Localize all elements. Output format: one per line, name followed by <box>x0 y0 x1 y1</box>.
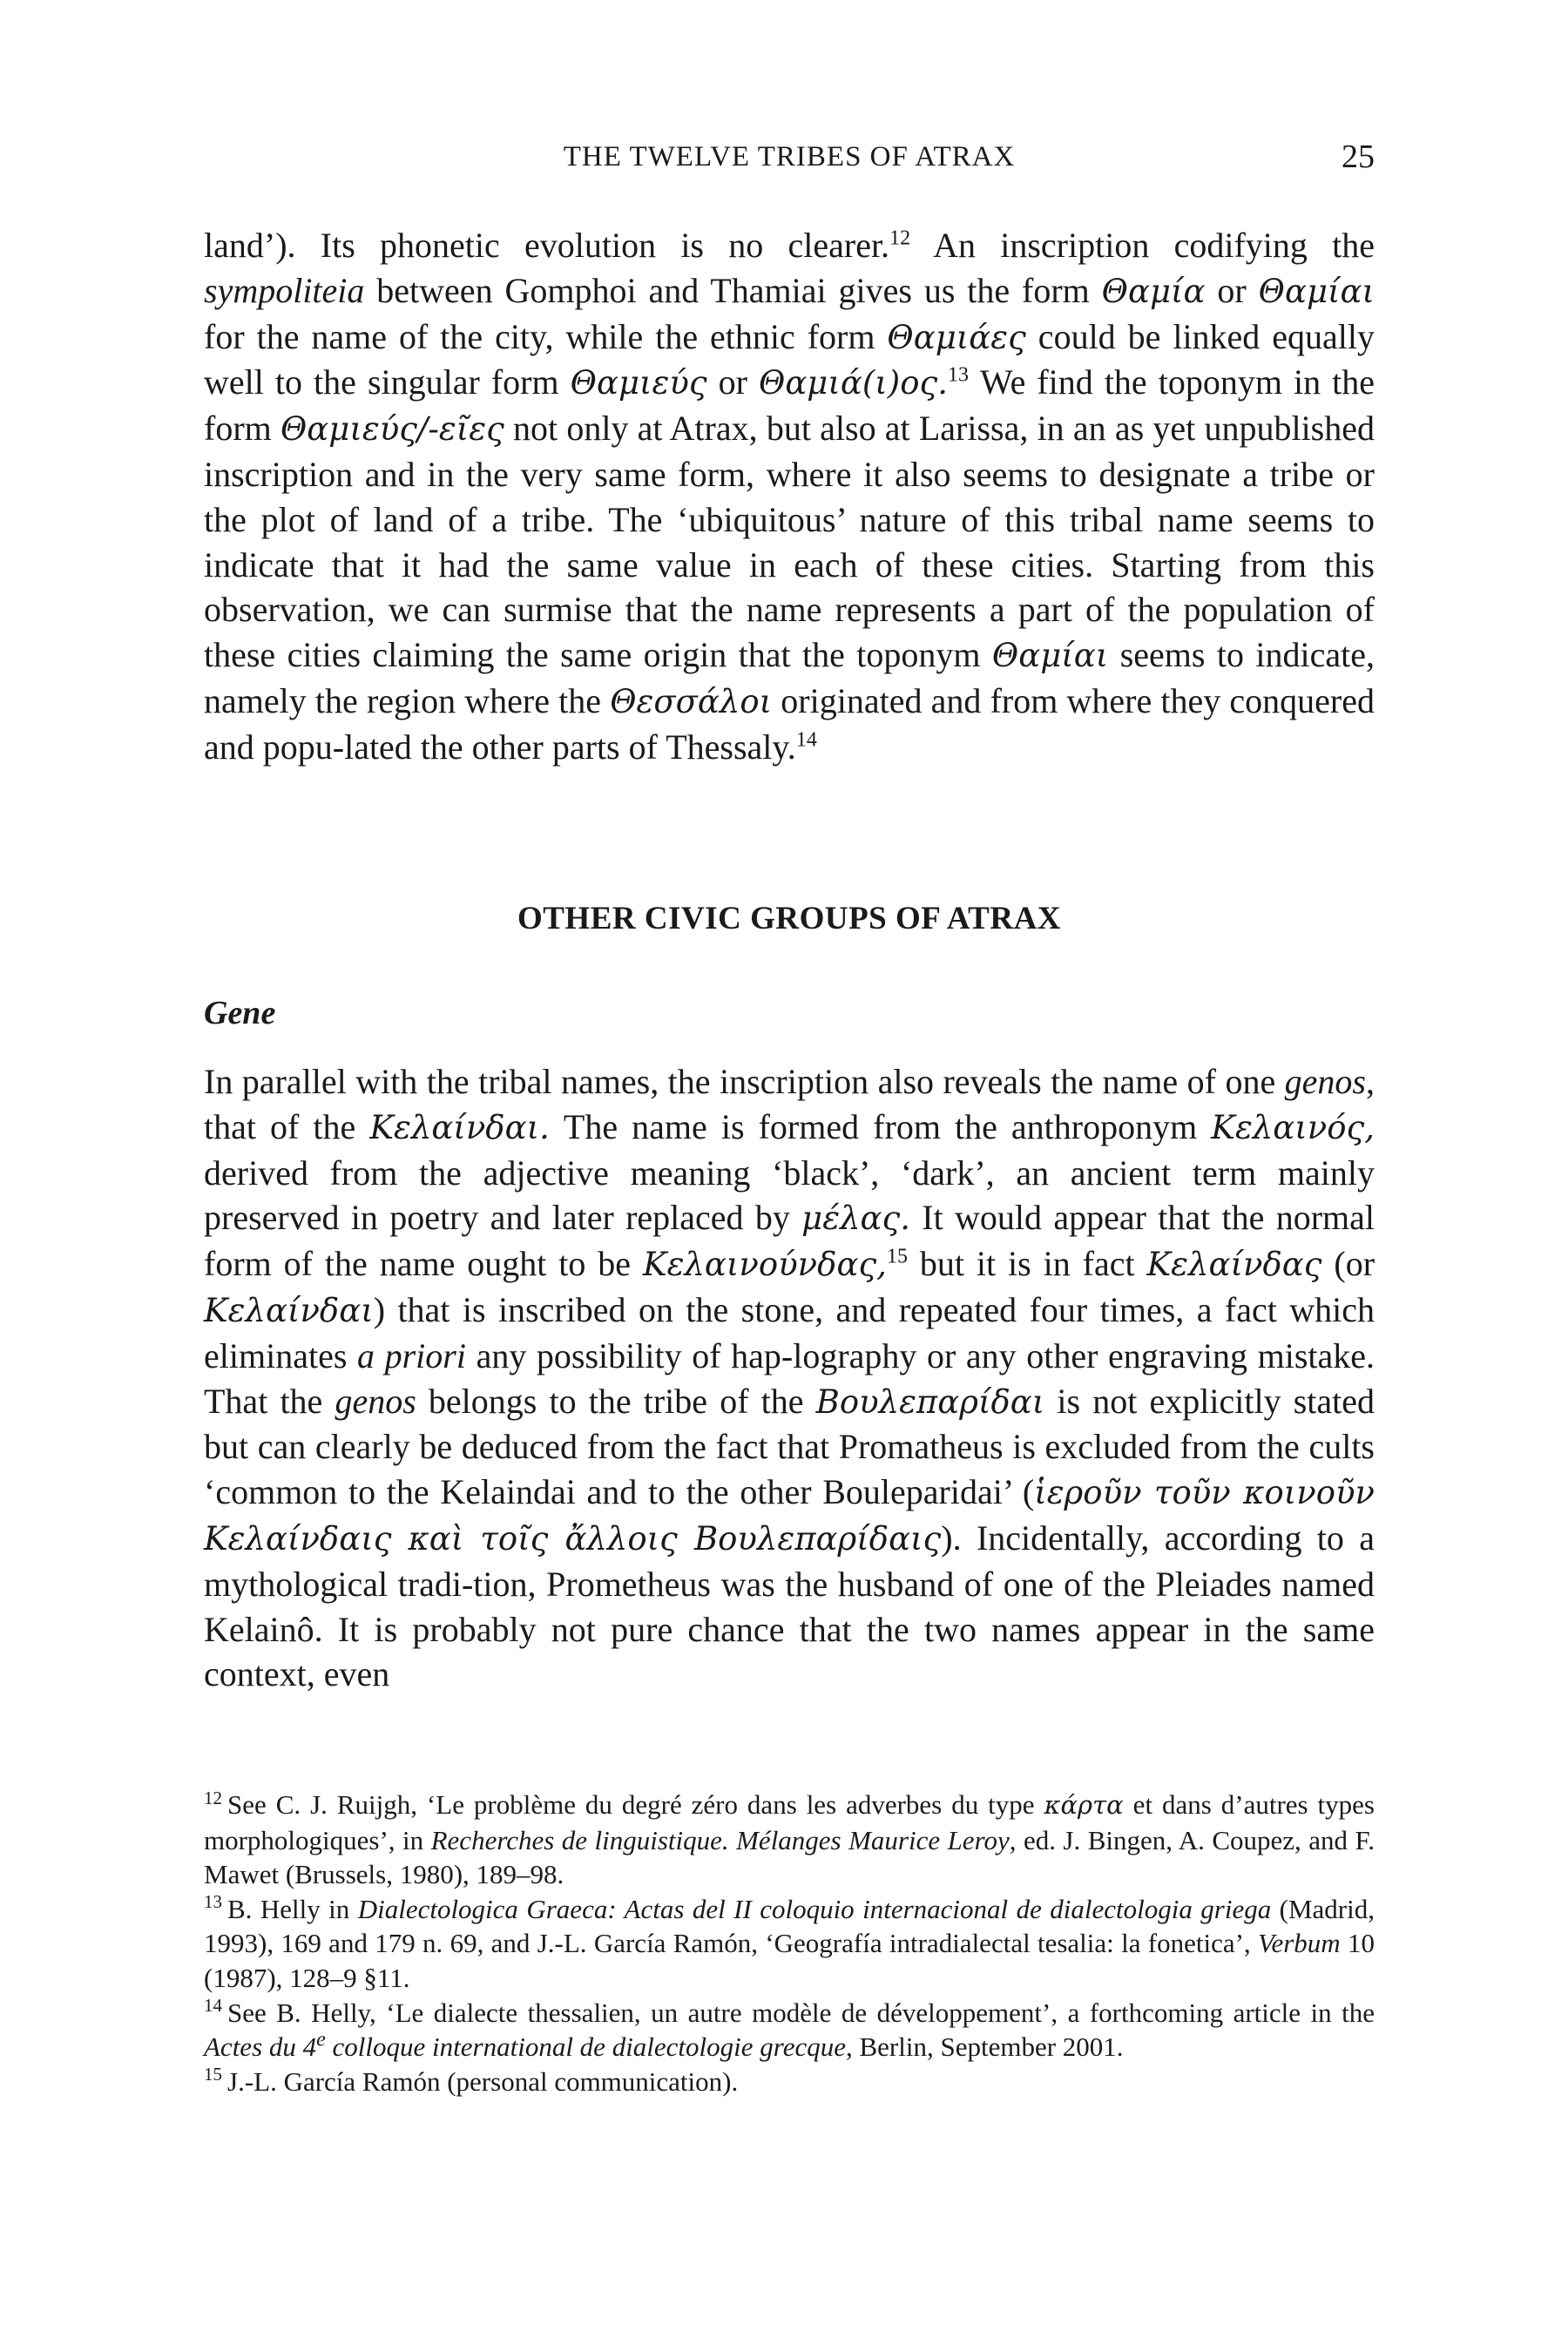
greek-word: Θαμία <box>1101 272 1206 310</box>
journal-title: Verbum <box>1257 1928 1341 1959</box>
text-run: could be linked equally well to the singular form <box>204 316 1375 402</box>
text-run: any possibility of hap-lography or any other engraving mistake. That the <box>204 1335 1375 1421</box>
text-run: ) that is inscribed on the stone, and repeated four times, a fact which eliminates <box>204 1289 1375 1375</box>
running-title: THE TWELVE TRIBES OF ATRAX <box>563 141 1016 172</box>
footnote-15 <box>204 2065 1375 2099</box>
running-head <box>204 138 1375 176</box>
greek-quote: ἱεροῦν τοῦν κοινοῦν Κελαίνδαις καὶ τοῖς ἄλλοις Βουλεπαρίδαις <box>204 1474 1375 1558</box>
text-run: In parallel with the tribal names, the inscription also reveals the name of one <box>204 1062 1285 1101</box>
text-run: (or <box>1321 1244 1375 1284</box>
greek-word: Κελαινός, <box>1211 1108 1375 1146</box>
footnote-ref-15[interactable]: 15 <box>886 1245 908 1268</box>
greek-word: Κελαίνδαι <box>204 1291 374 1329</box>
text-run: The name is formed from the anthroponym <box>549 1106 1212 1146</box>
greek-word: Κελαίνδαι. <box>369 1108 550 1146</box>
text-run: or <box>1205 270 1259 310</box>
text-run: See C. J. Ruijgh, ‘Le problème du degré zéro dans les adverbes du type <box>227 1789 1044 1820</box>
title-part: colloque international de dialectologie grecque <box>325 2031 846 2063</box>
footnote-ref-12[interactable]: 12 <box>889 226 911 250</box>
footnote-13 <box>204 1892 1375 1996</box>
greek-word: Κελαίνδας <box>1146 1246 1322 1284</box>
footnote-14 <box>204 1996 1375 2065</box>
sub-heading: Gene <box>204 995 276 1031</box>
text-run: is not explicitly stated but can clearly be deduced from the fact that Promatheus is excluded from the cults ‘common to the Kelaindai and to the other Bouleparidai’ ( <box>204 1381 1375 1512</box>
greek-word: κάρτα <box>1044 1790 1124 1820</box>
text-run: et dans d’autres types morphologiques’, in <box>204 1789 1375 1855</box>
term-sympoliteia: sympoliteia <box>204 270 365 310</box>
text-run: or <box>706 362 759 402</box>
footnote-number: 15 <box>204 2064 222 2085</box>
text-run: not only at Atrax, but also at Larissa, in an as yet unpublished inscription and in the very same form, where it also seems to designate a tribe or the plot of land of a tribe. The ‘ubiquitous’ nature of this tribal name seems to indicate that it had the same value in each of these cities. Starting from this observation, we can surmise that the name represents a part of the population of these cities claiming the same origin that the toponym <box>204 409 1375 675</box>
greek-word: Θαμίαι <box>1258 272 1375 310</box>
section-heading: OTHER CIVIC GROUPS OF ATRAX <box>517 901 1062 936</box>
footnote-ref-14[interactable]: 14 <box>795 728 817 752</box>
footnote-ref-13[interactable]: 13 <box>947 364 969 388</box>
footnotes <box>204 1788 1375 2099</box>
text-run: but it is in fact <box>907 1244 1147 1284</box>
greek-word: μέλας. <box>801 1200 910 1238</box>
text-run: It would appear that the normal form of the name ought to be <box>204 1198 1375 1284</box>
text-run: for the name of the city, while the ethnic form <box>204 316 888 356</box>
footnote-number: 14 <box>204 1995 222 2017</box>
text-run: (Madrid, 1993), 169 and 179 n. 69, and J.-L. García Ramón, ‘Geografía intradialectal tesalia: la fonetica’, <box>204 1893 1375 1959</box>
footnote-number: 13 <box>204 1891 222 1913</box>
paragraph-gene <box>204 1059 1375 1697</box>
text-run: seems to indicate, namely the region where the <box>204 635 1375 720</box>
book-title: Recherches de linguistique. Mélanges Maurice Leroy <box>430 1824 1010 1855</box>
greek-word: Θεσσάλοι <box>610 682 773 720</box>
text-run: 10 (1987), 128–9 §11. <box>204 1928 1375 1993</box>
greek-word: Θαμιεύς <box>570 364 707 402</box>
page-number: 25 <box>1342 139 1375 175</box>
greek-word: Θαμιεύς/-εῖες <box>280 410 504 449</box>
term-genos: genos <box>1284 1062 1366 1101</box>
text-run: belongs to the tribe of the <box>416 1381 816 1421</box>
footnote-number: 12 <box>204 1787 222 1808</box>
text-run: B. Helly in <box>227 1893 358 1924</box>
text-run: derived from the adjective meaning ‘black’, ‘dark’, an ancient term mainly preserved in poetry and later replaced by <box>204 1152 1375 1238</box>
footnote-12 <box>204 1788 1375 1892</box>
greek-word: Θαμίαι <box>991 637 1109 675</box>
text-run: See B. Helly, ‘Le dialecte thessalien, un autre modèle de développement’, a forthcoming article in the <box>227 1997 1375 2028</box>
text-run: An inscription codifying the <box>910 226 1375 265</box>
text-run: J.-L. García Ramón (personal communication). <box>227 2065 739 2097</box>
text-run: land’). Its phonetic evolution is no clearer. <box>204 226 890 265</box>
greek-word: Θαμιά(ι)ος. <box>758 364 948 402</box>
greek-word: Βουλεπαρίδαι <box>815 1382 1045 1421</box>
text-run: , ed. J. Bingen, A. Coupez, and F. Mawet (Brussels, 1980), 189–98. <box>204 1824 1375 1890</box>
text-run: , that of the <box>204 1062 1375 1146</box>
term-a-priori: a priori <box>357 1335 466 1375</box>
greek-word: Θαμιάες <box>887 318 1026 356</box>
book-title <box>204 2028 846 2063</box>
title-superscript: e <box>316 2028 326 2051</box>
text-run: ). Incidentally, according to a mythological tradi-tion, Prometheus was the husband of one of the Pleiades named Kelainô. It is probably not pure chance that the two names appear in the same context, even <box>204 1517 1375 1694</box>
greek-word: Κελαινούνδας, <box>642 1246 887 1284</box>
text-run: originated and from where they conquered and popu-lated the other parts of Thessaly. <box>204 680 1375 767</box>
book-title: Dialectologica Graeca: Actas del II coloquio internacional de dialectologia griega <box>357 1893 1272 1924</box>
paragraph-thamieis <box>204 223 1375 770</box>
text-run: We find the toponym in the form <box>204 362 1375 449</box>
title-part: Actes du 4 <box>204 2031 317 2063</box>
term-genos: genos <box>335 1381 416 1421</box>
text-run: between Gomphoi and Thamiai gives us the form <box>364 270 1102 310</box>
text-run: , Berlin, September 2001. <box>845 2031 1124 2063</box>
